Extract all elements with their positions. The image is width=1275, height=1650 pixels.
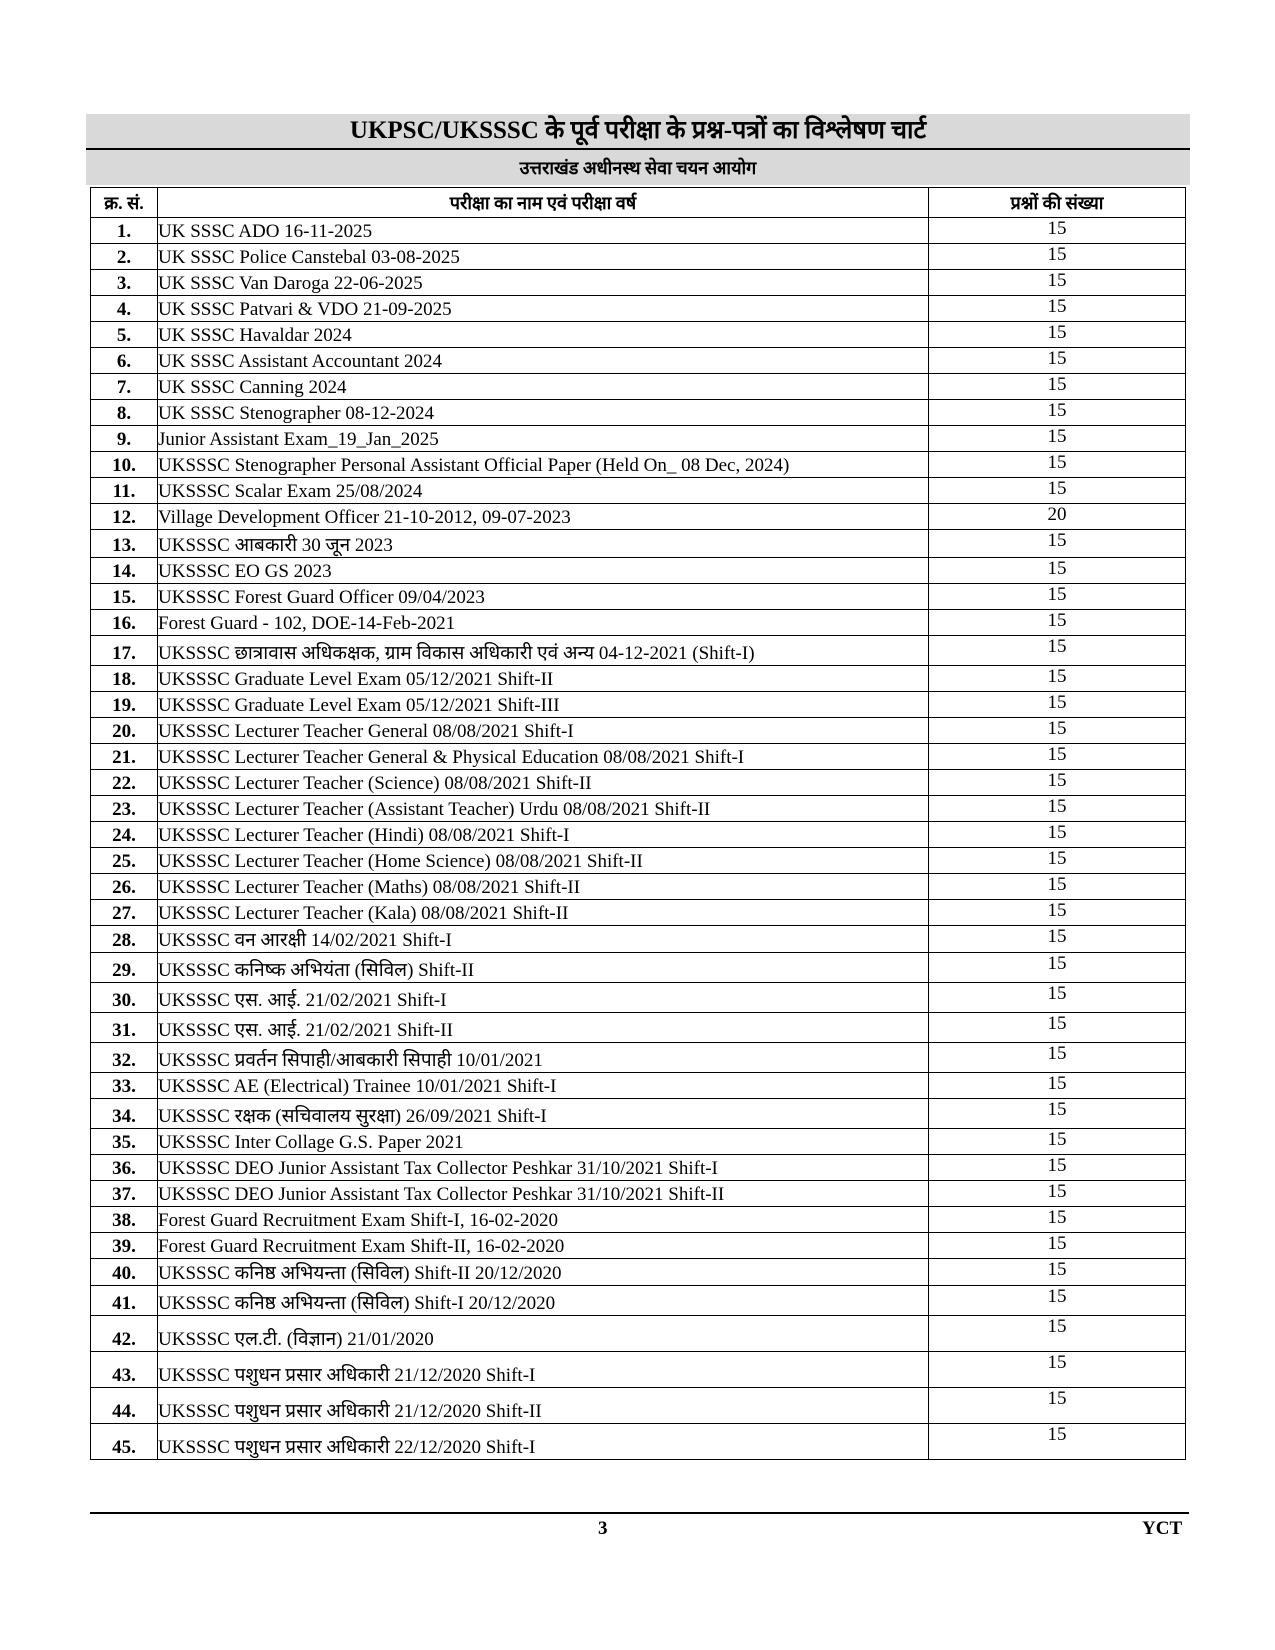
exam-name-cell: UKSSSC Lecturer Teacher (Assistant Teacher) Urdu 08/08/2021 Shift-II xyxy=(158,796,929,822)
exam-name-cell: UK SSSC Assistant Accountant 2024 xyxy=(158,348,929,374)
question-count-cell: 15 xyxy=(929,1129,1186,1155)
serial-no-cell: 22. xyxy=(91,770,158,796)
serial-no-cell: 18. xyxy=(91,666,158,692)
table-row xyxy=(91,1424,1186,1460)
exam-name-cell: UK SSSC Canning 2024 xyxy=(158,374,929,400)
exam-name-cell: UKSSSC वन आरक्षी 14/02/2021 Shift-I xyxy=(158,926,929,953)
question-count-cell: 15 xyxy=(929,1073,1186,1099)
page-number: 3 xyxy=(598,1518,608,1539)
question-count-cell: 15 xyxy=(929,426,1186,452)
exam-name-cell: UK SSSC Stenographer 08-12-2024 xyxy=(158,400,929,426)
exam-name-cell: Forest Guard - 102, DOE-14-Feb-2021 xyxy=(158,610,929,636)
table-row xyxy=(91,718,1186,744)
table-row xyxy=(91,983,1186,1013)
serial-no-cell: 39. xyxy=(91,1233,158,1259)
serial-no-cell: 37. xyxy=(91,1181,158,1207)
analysis-table xyxy=(90,187,1186,1460)
exam-name-cell: Forest Guard Recruitment Exam Shift-I, 16-02-2020 xyxy=(158,1207,929,1233)
serial-no-cell: 14. xyxy=(91,558,158,584)
question-count-cell: 15 xyxy=(929,1155,1186,1181)
table-row xyxy=(91,400,1186,426)
table-row xyxy=(91,1073,1186,1099)
exam-name-cell: UKSSSC Lecturer Teacher (Home Science) 08/08/2021 Shift-II xyxy=(158,848,929,874)
serial-no-cell: 19. xyxy=(91,692,158,718)
serial-no-cell: 20. xyxy=(91,718,158,744)
table-row xyxy=(91,296,1186,322)
serial-no-cell: 34. xyxy=(91,1099,158,1129)
table-header-row xyxy=(91,188,1186,218)
exam-name-cell: UKSSSC EO GS 2023 xyxy=(158,558,929,584)
table-row xyxy=(91,822,1186,848)
question-count-cell: 15 xyxy=(929,610,1186,636)
question-count-cell: 15 xyxy=(929,530,1186,558)
serial-no-cell: 27. xyxy=(91,900,158,926)
exam-name-cell: UKSSSC Lecturer Teacher (Science) 08/08/2021 Shift-II xyxy=(158,770,929,796)
serial-no-cell: 10. xyxy=(91,452,158,478)
serial-no-cell: 23. xyxy=(91,796,158,822)
exam-name-cell: UKSSSC Forest Guard Officer 09/04/2023 xyxy=(158,584,929,610)
table-row xyxy=(91,1207,1186,1233)
serial-no-cell: 29. xyxy=(91,953,158,983)
table-row xyxy=(91,244,1186,270)
exam-name-cell: UKSSSC छात्रावास अधिकक्षक, ग्राम विकास अधिकारी एवं अन्य 04-12-2021 (Shift-I) xyxy=(158,636,929,666)
exam-name-cell: UK SSSC Patvari & VDO 21-09-2025 xyxy=(158,296,929,322)
question-count-cell: 15 xyxy=(929,666,1186,692)
exam-name-cell: UK SSSC Van Daroga 22-06-2025 xyxy=(158,270,929,296)
question-count-cell: 15 xyxy=(929,400,1186,426)
question-count-cell: 15 xyxy=(929,1181,1186,1207)
question-count-cell: 15 xyxy=(929,1259,1186,1286)
table-row xyxy=(91,744,1186,770)
table-row xyxy=(91,322,1186,348)
serial-no-cell: 8. xyxy=(91,400,158,426)
exam-name-cell: UKSSSC Graduate Level Exam 05/12/2021 Shift-III xyxy=(158,692,929,718)
serial-no-cell: 3. xyxy=(91,270,158,296)
serial-no-cell: 38. xyxy=(91,1207,158,1233)
exam-name-cell: UKSSSC कनिष्ठ अभियन्ता (सिविल) Shift-I 20/12/2020 xyxy=(158,1286,929,1316)
table-row xyxy=(91,374,1186,400)
exam-name-cell: UKSSSC कनिष्ठ अभियन्ता (सिविल) Shift-II 20/12/2020 xyxy=(158,1259,929,1286)
serial-no-cell: 28. xyxy=(91,926,158,953)
serial-no-cell: 26. xyxy=(91,874,158,900)
serial-no-cell: 42. xyxy=(91,1316,158,1352)
header-serial-no: क्र. सं. xyxy=(91,188,158,218)
table-row xyxy=(91,926,1186,953)
exam-name-cell: UKSSSC एस. आई. 21/02/2021 Shift-II xyxy=(158,1013,929,1043)
exam-name-cell: UKSSSC आबकारी 30 जून 2023 xyxy=(158,530,929,558)
table-row xyxy=(91,426,1186,452)
question-count-cell: 15 xyxy=(929,584,1186,610)
table-row xyxy=(91,1181,1186,1207)
serial-no-cell: 25. xyxy=(91,848,158,874)
exam-name-cell: UKSSSC Scalar Exam 25/08/2024 xyxy=(158,478,929,504)
question-count-cell: 15 xyxy=(929,374,1186,400)
serial-no-cell: 41. xyxy=(91,1286,158,1316)
header-question-count: प्रश्नों की संख्या xyxy=(929,188,1186,218)
table-row xyxy=(91,874,1186,900)
question-count-cell: 15 xyxy=(929,478,1186,504)
exam-name-cell: UKSSSC Graduate Level Exam 05/12/2021 Shift-II xyxy=(158,666,929,692)
serial-no-cell: 21. xyxy=(91,744,158,770)
table-row xyxy=(91,1129,1186,1155)
serial-no-cell: 13. xyxy=(91,530,158,558)
serial-no-cell: 4. xyxy=(91,296,158,322)
serial-no-cell: 6. xyxy=(91,348,158,374)
serial-no-cell: 44. xyxy=(91,1388,158,1424)
exam-name-cell: Village Development Officer 21-10-2012, 09-07-2023 xyxy=(158,504,929,530)
exam-name-cell: UKSSSC Lecturer Teacher General & Physical Education 08/08/2021 Shift-I xyxy=(158,744,929,770)
table-row xyxy=(91,610,1186,636)
exam-name-cell: UKSSSC एल.टी. (विज्ञान) 21/01/2020 xyxy=(158,1316,929,1352)
question-count-cell: 15 xyxy=(929,636,1186,666)
serial-no-cell: 5. xyxy=(91,322,158,348)
exam-name-cell: UK SSSC ADO 16-11-2025 xyxy=(158,218,929,244)
table-row xyxy=(91,218,1186,244)
exam-name-cell: UKSSSC DEO Junior Assistant Tax Collector Peshkar 31/10/2021 Shift-II xyxy=(158,1181,929,1207)
table-row xyxy=(91,348,1186,374)
question-count-cell: 15 xyxy=(929,218,1186,244)
exam-name-cell: Forest Guard Recruitment Exam Shift-II, 16-02-2020 xyxy=(158,1233,929,1259)
question-count-cell: 15 xyxy=(929,822,1186,848)
exam-name-cell: UKSSSC Lecturer Teacher (Hindi) 08/08/2021 Shift-I xyxy=(158,822,929,848)
question-count-cell: 15 xyxy=(929,900,1186,926)
table-row xyxy=(91,848,1186,874)
footer-divider xyxy=(90,1512,1189,1514)
question-count-cell: 15 xyxy=(929,1388,1186,1424)
serial-no-cell: 17. xyxy=(91,636,158,666)
question-count-cell: 20 xyxy=(929,504,1186,530)
exam-name-cell: UKSSSC Stenographer Personal Assistant Official Paper (Held On_ 08 Dec, 2024) xyxy=(158,452,929,478)
header-exam-name: परीक्षा का नाम एवं परीक्षा वर्ष xyxy=(158,188,929,218)
exam-name-cell: UKSSSC Lecturer Teacher General 08/08/2021 Shift-I xyxy=(158,718,929,744)
question-count-cell: 15 xyxy=(929,1207,1186,1233)
question-count-cell: 15 xyxy=(929,322,1186,348)
table-row xyxy=(91,452,1186,478)
question-count-cell: 15 xyxy=(929,718,1186,744)
table-row xyxy=(91,478,1186,504)
serial-no-cell: 33. xyxy=(91,1073,158,1099)
exam-name-cell: UKSSSC Inter Collage G.S. Paper 2021 xyxy=(158,1129,929,1155)
subtitle-band xyxy=(86,150,1190,185)
serial-no-cell: 40. xyxy=(91,1259,158,1286)
question-count-cell: 15 xyxy=(929,848,1186,874)
question-count-cell: 15 xyxy=(929,744,1186,770)
question-count-cell: 15 xyxy=(929,348,1186,374)
table-row xyxy=(91,1352,1186,1388)
question-count-cell: 15 xyxy=(929,558,1186,584)
table-row xyxy=(91,636,1186,666)
question-count-cell: 15 xyxy=(929,452,1186,478)
serial-no-cell: 43. xyxy=(91,1352,158,1388)
serial-no-cell: 16. xyxy=(91,610,158,636)
serial-no-cell: 2. xyxy=(91,244,158,270)
exam-name-cell: UKSSSC रक्षक (सचिवालय सुरक्षा) 26/09/2021 Shift-I xyxy=(158,1099,929,1129)
exam-name-cell: UKSSSC Lecturer Teacher (Kala) 08/08/2021 Shift-II xyxy=(158,900,929,926)
table-row xyxy=(91,584,1186,610)
question-count-cell: 15 xyxy=(929,953,1186,983)
table-row xyxy=(91,1099,1186,1129)
serial-no-cell: 1. xyxy=(91,218,158,244)
question-count-cell: 15 xyxy=(929,770,1186,796)
table-row xyxy=(91,270,1186,296)
question-count-cell: 15 xyxy=(929,1043,1186,1073)
exam-name-cell: UKSSSC प्रवर्तन सिपाही/आबकारी सिपाही 10/01/2021 xyxy=(158,1043,929,1073)
table-row xyxy=(91,953,1186,983)
question-count-cell: 15 xyxy=(929,796,1186,822)
question-count-cell: 15 xyxy=(929,983,1186,1013)
question-count-cell: 15 xyxy=(929,296,1186,322)
serial-no-cell: 32. xyxy=(91,1043,158,1073)
serial-no-cell: 36. xyxy=(91,1155,158,1181)
exam-name-cell: UKSSSC AE (Electrical) Trainee 10/01/2021 Shift-I xyxy=(158,1073,929,1099)
serial-no-cell: 7. xyxy=(91,374,158,400)
exam-name-cell: UKSSSC कनिष्क अभियंता (सिविल) Shift-II xyxy=(158,953,929,983)
table-row xyxy=(91,770,1186,796)
question-count-cell: 15 xyxy=(929,1099,1186,1129)
question-count-cell: 15 xyxy=(929,270,1186,296)
question-count-cell: 15 xyxy=(929,1352,1186,1388)
exam-name-cell: UKSSSC पशुधन प्रसार अधिकारी 21/12/2020 Shift-I xyxy=(158,1352,929,1388)
question-count-cell: 15 xyxy=(929,874,1186,900)
question-count-cell: 15 xyxy=(929,244,1186,270)
question-count-cell: 15 xyxy=(929,1233,1186,1259)
table-row xyxy=(91,900,1186,926)
question-count-cell: 15 xyxy=(929,692,1186,718)
question-count-cell: 15 xyxy=(929,1286,1186,1316)
table-row xyxy=(91,504,1186,530)
table-body xyxy=(91,218,1186,1460)
table-row xyxy=(91,1316,1186,1352)
table-row xyxy=(91,1286,1186,1316)
exam-name-cell: Junior Assistant Exam_19_Jan_2025 xyxy=(158,426,929,452)
table-row xyxy=(91,1259,1186,1286)
table-row xyxy=(91,692,1186,718)
serial-no-cell: 45. xyxy=(91,1424,158,1460)
serial-no-cell: 31. xyxy=(91,1013,158,1043)
serial-no-cell: 30. xyxy=(91,983,158,1013)
table-row xyxy=(91,1043,1186,1073)
exam-name-cell: UKSSSC पशुधन प्रसार अधिकारी 21/12/2020 Shift-II xyxy=(158,1388,929,1424)
page-subtitle: उत्तराखंड अधीनस्थ सेवा चयन आयोग xyxy=(519,158,757,178)
exam-name-cell: UK SSSC Police Canstebal 03-08-2025 xyxy=(158,244,929,270)
publisher-brand: YCT xyxy=(1142,1518,1183,1539)
question-count-cell: 15 xyxy=(929,926,1186,953)
page-title: UKPSC/UKSSSC के पूर्व परीक्षा के प्रश्न-पत्रों का विश्लेषण चार्ट xyxy=(349,117,927,144)
table-row xyxy=(91,1388,1186,1424)
exam-name-cell: UKSSSC एस. आई. 21/02/2021 Shift-I xyxy=(158,983,929,1013)
table-row xyxy=(91,796,1186,822)
exam-name-cell: UK SSSC Havaldar 2024 xyxy=(158,322,929,348)
table-row xyxy=(91,1013,1186,1043)
table-row xyxy=(91,666,1186,692)
question-count-cell: 15 xyxy=(929,1316,1186,1352)
serial-no-cell: 35. xyxy=(91,1129,158,1155)
title-band xyxy=(86,114,1190,150)
serial-no-cell: 15. xyxy=(91,584,158,610)
question-count-cell: 15 xyxy=(929,1424,1186,1460)
table-row xyxy=(91,1155,1186,1181)
serial-no-cell: 11. xyxy=(91,478,158,504)
serial-no-cell: 9. xyxy=(91,426,158,452)
table-row xyxy=(91,1233,1186,1259)
serial-no-cell: 24. xyxy=(91,822,158,848)
table-row xyxy=(91,530,1186,558)
exam-name-cell: UKSSSC Lecturer Teacher (Maths) 08/08/2021 Shift-II xyxy=(158,874,929,900)
exam-name-cell: UKSSSC DEO Junior Assistant Tax Collector Peshkar 31/10/2021 Shift-I xyxy=(158,1155,929,1181)
table-row xyxy=(91,558,1186,584)
question-count-cell: 15 xyxy=(929,1013,1186,1043)
exam-name-cell: UKSSSC पशुधन प्रसार अधिकारी 22/12/2020 Shift-I xyxy=(158,1424,929,1460)
serial-no-cell: 12. xyxy=(91,504,158,530)
